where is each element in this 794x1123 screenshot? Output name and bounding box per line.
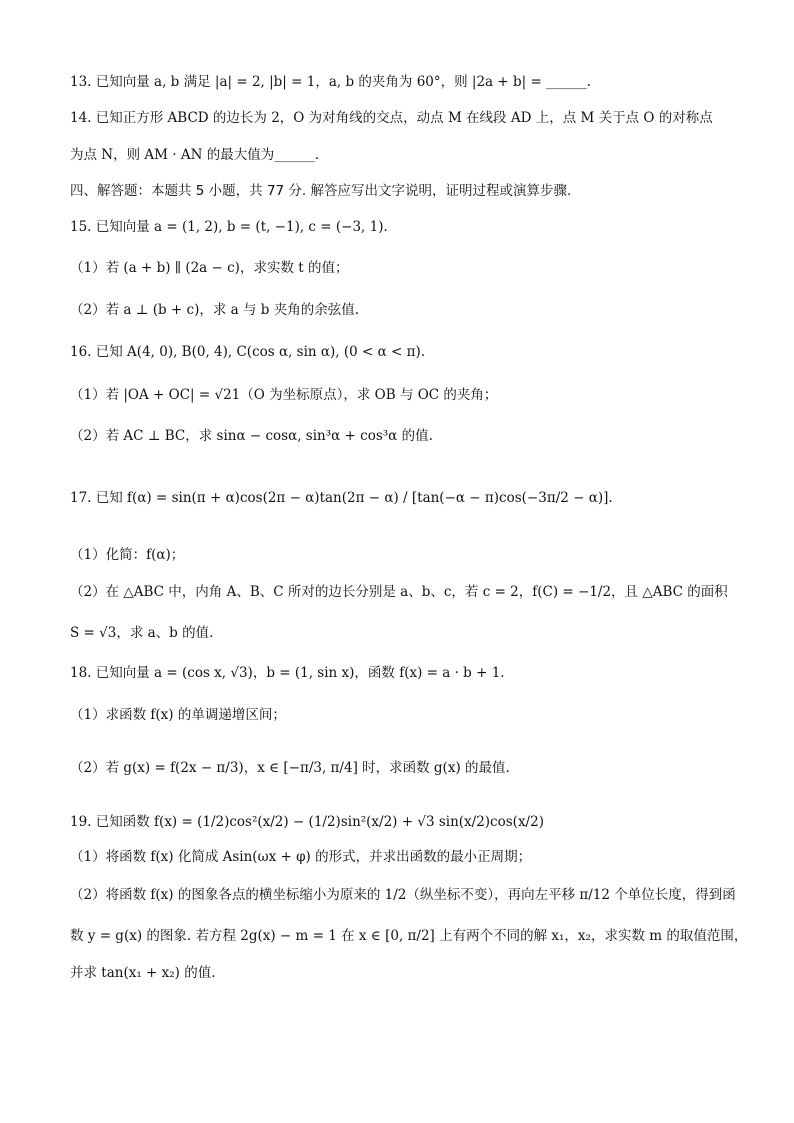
question-17-part2-cont: S = √3，求 a、b 的值. [70,625,214,641]
question-19-part2-cont: 数 y = g(x) 的图象. 若方程 2g(x) − m = 1 在 x ∈ [0, π/2] 上有两个不同的解 x₁，x₂，求实数 m 的取值范围， [70,928,748,944]
question-17-part1: （1）化简：f(α)； [70,547,185,563]
section-heading-4: 四、解答题：本题共 5 小题，共 77 分. 解答应写出文字说明，证明过程或演算步骤. [70,183,572,199]
question-16-part2: （2）若 AC ⊥ BC，求 sinα − cosα, sin³α + cos³α 的值. [70,428,433,444]
question-16: 16. 已知 A(4, 0), B(0, 4), C(cos α, sin α), (0 < α < π). [70,344,426,360]
question-19-part2: （2）将函数 f(x) 的图象各点的横坐标缩小为原来的 1/2（纵坐标不变），再向左平移 π/12 个单位长度，得到函 [70,887,736,903]
question-16-part1: （1）若 |OA + OC| = √21（O 为坐标原点），求 OB 与 OC 的夹角； [70,387,498,403]
question-17-part2: （2）在 △ABC 中，内角 A、B、C 所对的边长分别是 a、b、c，若 c = 2，f(C) = −1/2，且 △ABC 的面积 [70,584,728,600]
question-19-part2-end: 并求 tan(x₁ + x₂) 的值. [70,965,216,981]
question-19-part1: （1）将函数 f(x) 化简成 Asin(ωx + φ) 的形式，并求出函数的最小正周期； [70,849,532,865]
question-18-part2: （2）若 g(x) = f(2x − π/3)，x ∈ [−π/3, π/4] 时，求函数 g(x) 的最值. [70,760,510,776]
question-18: 18. 已知向量 a = (cos x, √3)，b = (1, sin x)，函数 f(x) = a · b + 1. [70,665,505,681]
question-15: 15. 已知向量 a = (1, 2), b = (t, −1), c = (−3, 1). [70,219,388,235]
question-15-part2: （2）若 a ⊥ (b + c)，求 a 与 b 夹角的余弦值. [70,302,359,318]
question-14-line2: 为点 N，则 AM · AN 的最大值为______. [70,147,319,163]
question-15-part1: （1）若 (a + b) ∥ (2a − c)，求实数 t 的值； [70,260,349,276]
question-13: 13. 已知向量 a, b 满足 |a| = 2, |b| = 1，a, b 的夹角为 60°，则 |2a + b| = ______. [70,74,591,90]
question-19: 19. 已知函数 f(x) = (1/2)cos²(x/2) − (1/2)sin²(x/2) + √3 sin(x/2)cos(x/2) [70,814,544,830]
question-17: 17. 已知 f(α) = sin(π + α)cos(2π − α)tan(2π − α) / [tan(−α − π)cos(−3π/2 − α)]. [70,490,613,506]
question-18-part1: （1）求函数 f(x) 的单调递增区间； [70,707,286,723]
question-14-line1: 14. 已知正方形 ABCD 的边长为 2，O 为对角线的交点，动点 M 在线段 AD 上，点 M 关于点 O 的对称点 [70,110,713,126]
